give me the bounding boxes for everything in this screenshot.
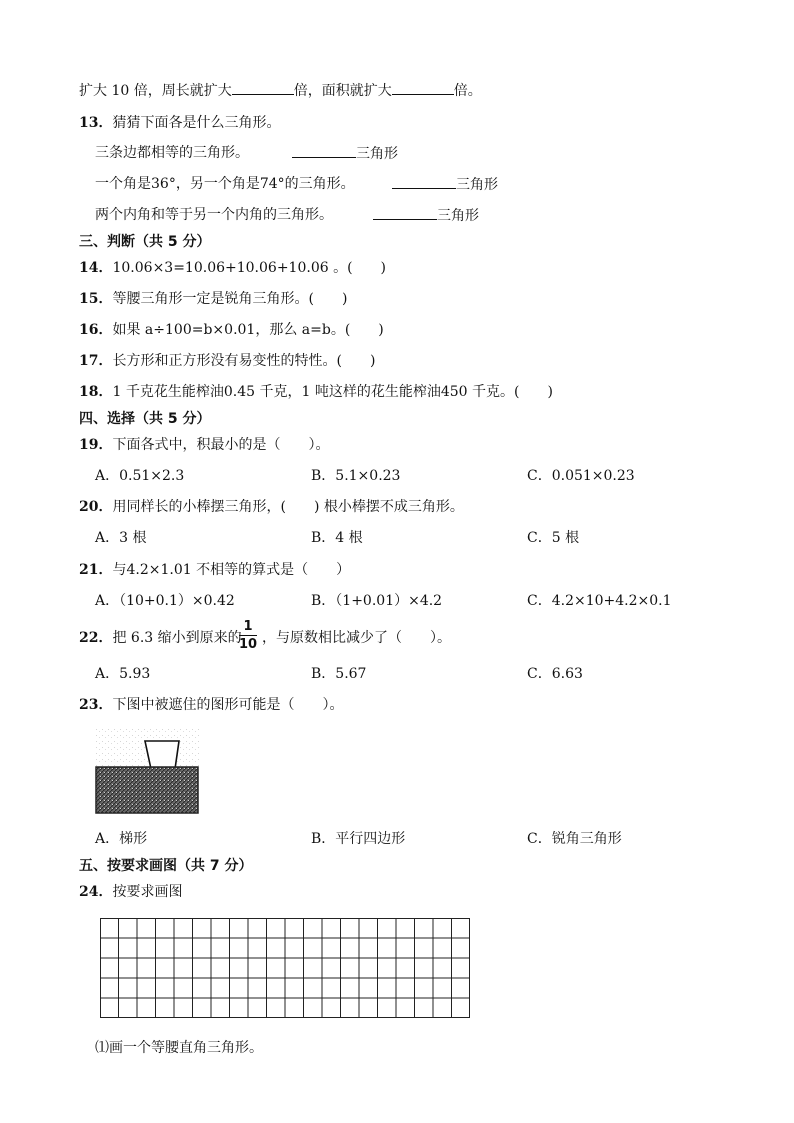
q22-option-b[interactable]: B．5.67: [311, 666, 367, 682]
item-suffix: 三角形: [437, 208, 479, 224]
item-text: 三条边都相等的三角形。: [95, 145, 249, 161]
q13-item-3: [95, 205, 333, 225]
question-number: 20．: [79, 499, 113, 515]
q23: [79, 695, 343, 715]
q17: [79, 351, 375, 371]
q12-blank-area[interactable]: [392, 80, 454, 95]
question-number: 17．: [79, 353, 113, 369]
question-text: 与4.2×1.01 不相等的算式是（ ）: [112, 562, 351, 578]
answer-blank[interactable]: [292, 143, 356, 158]
q12-text-b: 倍，面积就扩大: [293, 83, 392, 99]
fraction-denominator: 10: [239, 637, 258, 652]
q21-option-b[interactable]: B．（1+0.01）×4.2: [311, 593, 443, 609]
q12-text-c: 倍。: [453, 83, 482, 99]
question-text: 猜猜下面各是什么三角形。: [112, 115, 281, 131]
q21: [79, 560, 350, 580]
q23-option-a[interactable]: A．梯形: [95, 831, 148, 847]
section-title-judge: 三、判断（共 5 分）: [79, 234, 211, 250]
q16: [79, 320, 384, 340]
question-number: 19．: [79, 437, 113, 453]
item-text: 一个角是36°，另一个角是74°的三角形。: [95, 176, 355, 192]
q20-option-b[interactable]: B．4 根: [311, 530, 363, 546]
covering-block: [96, 767, 198, 813]
q22-option-a[interactable]: A．5.93: [95, 666, 151, 682]
drawing-grid[interactable]: [100, 918, 470, 1018]
fraction-numerator: 1: [243, 619, 253, 634]
question-number: 21．: [79, 562, 113, 578]
q13-item-2-answer: [392, 174, 498, 195]
q22-text-a: [79, 628, 242, 648]
question-number: 24．: [79, 884, 113, 900]
trapezoid-top-shape: [145, 741, 179, 769]
q22-option-c[interactable]: C．6.63: [527, 666, 583, 682]
question-text: 长方形和正方形没有易变性的特性。( ): [112, 353, 376, 369]
q19: [79, 435, 329, 455]
q22-fraction: [239, 619, 257, 652]
question-number: 23．: [79, 697, 113, 713]
q19-option-a[interactable]: A．0.51×2.3: [95, 468, 185, 484]
q15: [79, 289, 347, 309]
item-text: 两个内角和等于另一个内角的三角形。: [95, 207, 333, 223]
question-text: 把 6.3 缩小到原来的: [112, 630, 242, 646]
question-number: 22．: [79, 630, 113, 646]
question-text: 如果 a÷100=b×0.01，那么 a=b。( ): [112, 322, 384, 338]
answer-blank[interactable]: [373, 205, 437, 220]
q13-item-1-answer: [292, 143, 398, 164]
q24: [79, 882, 182, 902]
q21-option-c[interactable]: C．4.2×10+4.2×0.1: [527, 593, 672, 609]
question-text: 用同样长的小棒摆三角形，( ) 根小棒摆不成三角形。: [112, 499, 464, 515]
question-text: ，与原数相比减少了（ ）。: [262, 630, 451, 646]
q20-option-a[interactable]: A．3 根: [95, 530, 147, 546]
q12-blank-perimeter[interactable]: [232, 80, 294, 95]
q22-text-b: [262, 628, 451, 648]
q14: [79, 258, 386, 278]
covered-shape-figure: [95, 727, 199, 815]
question-text: 按要求画图: [112, 884, 183, 900]
q19-option-c[interactable]: C．0.051×0.23: [527, 468, 635, 484]
item-suffix: 三角形: [356, 146, 398, 162]
question-text: 10.06×3=10.06+10.06+10.06 。( ): [112, 260, 387, 276]
question-text: 下面各式中，积最小的是（ ）。: [112, 437, 330, 453]
item-suffix: 三角形: [456, 177, 498, 193]
question-text: 等腰三角形一定是锐角三角形。( ): [112, 291, 348, 307]
question-number: 14．: [79, 260, 113, 276]
q20: [79, 497, 464, 517]
q13-item-2: [95, 174, 355, 194]
q20-option-c[interactable]: C．5 根: [527, 530, 580, 546]
q12-continuation: [79, 80, 482, 101]
q21-option-a[interactable]: A．（10+0.1）×0.42: [95, 593, 235, 609]
q13-item-3-answer: [373, 205, 479, 226]
q12-text-a: 扩大 10 倍，周长就扩大: [79, 83, 232, 99]
answer-blank[interactable]: [392, 174, 456, 189]
q23-option-b[interactable]: B．平行四边形: [311, 831, 406, 847]
question-number: 18．: [79, 384, 113, 400]
question-text: 下图中被遮住的图形可能是（ ）。: [112, 697, 344, 713]
q19-option-b[interactable]: B．5.1×0.23: [311, 468, 401, 484]
question-text: 1 千克花生能榨油0.45 千克，1 吨这样的花生能榨油450 千克。( ): [112, 384, 553, 400]
section-title-choice: 四、选择（共 5 分）: [79, 411, 211, 427]
fraction-bar: [239, 635, 257, 636]
q13-item-1: [95, 143, 249, 163]
question-number: 16．: [79, 322, 113, 338]
q18: [79, 382, 553, 402]
q24-sub1: ⑴画一个等腰直角三角形。: [95, 1040, 263, 1056]
q23-option-c[interactable]: C．锐角三角形: [527, 831, 622, 847]
q13-stem: [79, 113, 280, 133]
section-title-draw: 五、按要求画图（共 7 分）: [79, 858, 253, 874]
question-number: 13．: [79, 115, 113, 131]
question-number: 15．: [79, 291, 113, 307]
